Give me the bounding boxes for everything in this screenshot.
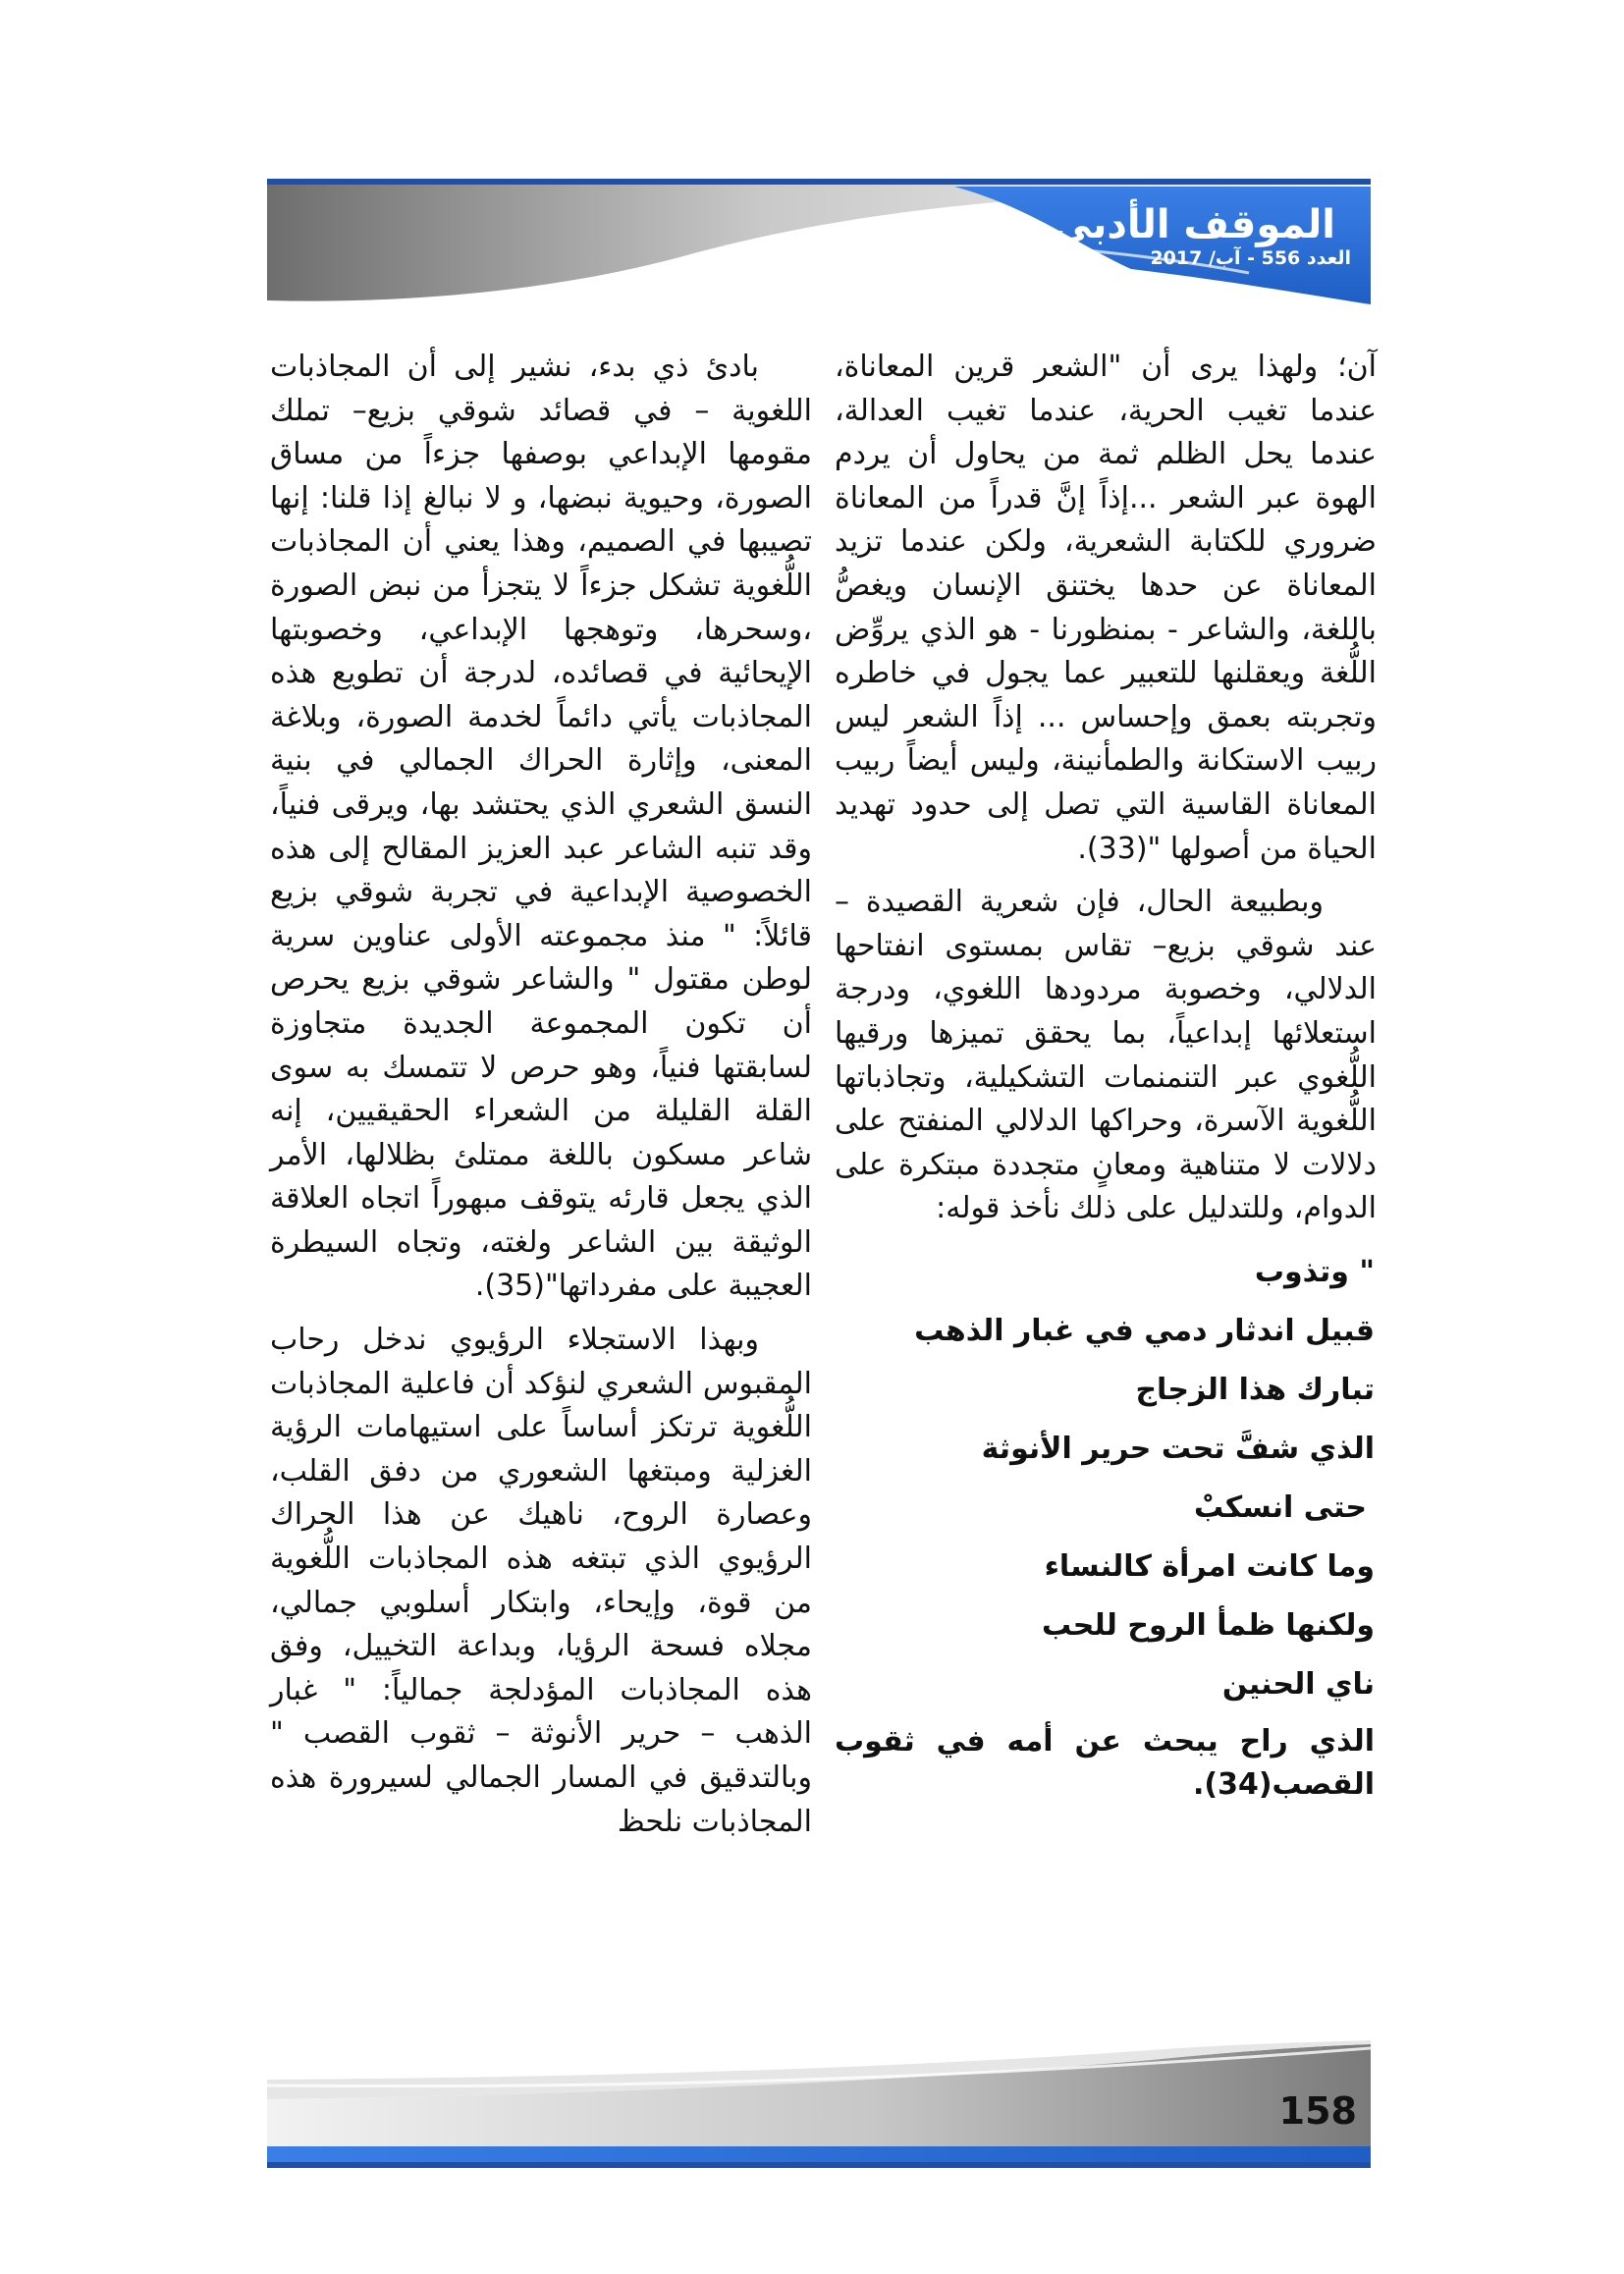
poem-line: " وتذوب	[1254, 1254, 1375, 1289]
page-header	[267, 179, 1371, 312]
page-footer	[267, 2040, 1371, 2176]
poem-line: الذي راح يبحث عن أمه في ثقوب القصب(34).	[835, 1723, 1375, 1802]
poem-line: وما كانت امرأة كالنساء	[1044, 1548, 1375, 1584]
paragraph: بادئ ذي بدء، نشير إلى أن المجاذبات اللغوية – في قصائد شوقي بزيع– تملك مقومها الإبداعي بوصفها جزءاً من مساق الصورة، وحيوية نبضها، و لا نبالغ إذا قلنا: إنها تصيبها في الصميم، وهذا يعني أن المجاذبات اللُّغوية تشكل جزءاً لا يتجزأ من نبض الصورة ،وسحرها، وتوهجها الإبداعي، وخصوبتها الإيحائية في قصائده، لدرجة أن تطويع هذه المجاذبات يأتي دائماً لخدمة الصورة، وبلاغة المعنى، وإثارة الحراك الجمالي في بنية النسق الشعري الذي يحتشد بها، ويرقى فنياً، وقد تنبه الشاعر عبد العزيز المقالح إلى هذه الخصوصية الإبداعية في تجربة شوقي بزيع قائلاً: " منذ مجموعته الأولى عناوين سرية لوطن مقتول " والشاعر شوقي بزيع يحرص أن تكون المجموعة الجديدة متجاوزة لسابقتها فنياً، وهو حرص لا تتمسك به سوى القلة القليلة من الشعراء الحقيقيين، إنه شاعر مسكون باللغة ممتلئ بظلالها، الأمر الذي يجعل قارئه يتوقف مبهوراً اتجاه العلاقة الوثيقة بين الشاعر ولغته، وتجاه السيطرة العجيبة على مفرداتها"(35).	[270, 350, 812, 1304]
left-column	[270, 346, 812, 1854]
poem-line: قبيل اندثار دمي في غبار الذهب	[914, 1313, 1375, 1348]
page-number: 158	[1278, 2089, 1357, 2133]
poem-line: تبارك هذا الزجاج	[1135, 1372, 1375, 1407]
magazine-logo: الموقف الأدبي	[1052, 202, 1335, 247]
poem-line: ولكنها ظمأ الروح للحب	[1041, 1607, 1375, 1643]
poem-quote	[835, 1243, 1377, 1807]
paragraph: آن؛ ولهذا يرى أن "الشعر قرين المعاناة، عندما تغيب الحرية، عندما تغيب العدالة، عندما يحل الظلم ثمة من يحاول أن يردم الهوة عبر الشعر ...إذاً إنَّ قدراً من المعاناة ضروري للكتابة الشعرية، ولكن عندما تزيد المعاناة عن حدها يختنق الإنسان ويغصُّ باللغة، والشاعر - بمنظورنا - هو الذي يروِّض اللُّغة ويعقلنها للتعبير عما يجول في خاطره وتجربته بعمق وإحساس ... إذاً الشعر ليس ربيب الاستكانة والطمأنينة، وليس أيضاً ربيب المعاناة القاسية التي تصل إلى حدود تهديد الحياة من أصولها "(33).	[835, 350, 1377, 866]
right-column	[835, 346, 1377, 1807]
poem-line: ناي الحنين	[1221, 1666, 1375, 1702]
poem-line: الذي شفَّ تحت حرير الأنوثة	[981, 1431, 1375, 1466]
footer-band-graphic	[267, 2040, 1371, 2176]
issue-info: العدد 556 - آب/ 2017	[1150, 247, 1351, 269]
poem-line: حتى انسكبْ	[1194, 1489, 1367, 1525]
paragraph: وبطبيعة الحال، فإن شعرية القصيدة – عند شوقي بزيع– تقاس بمستوى انفتاحها الدلالي، وخصوبة مردودها اللغوي، ودرجة استعلائها إبداعياً، بما يحقق تميزها ورقيها اللُّغوي عبر التنمنمات التشكيلية، وتجاذباتها اللُّغوية الآسرة، وحراكها الدلالي المنفتح على دلالات لا متناهية ومعانٍ متجددة مبتكرة على الدوام، وللتدليل على ذلك نأخذ قوله:	[835, 885, 1377, 1226]
paragraph: وبهذا الاستجلاء الرؤيوي ندخل رحاب المقبوس الشعري لنؤكد أن فاعلية المجاذبات اللُّغوية ترتكز أساساً على استيهامات الرؤية الغزلية ومبتغها الشعوري من دفق القلب، وعصارة الروح، ناهيك عن هذا الحراك الرؤيوي الذي تبتغه هذه المجاذبات اللُّغوية من قوة، وإيحاء، وابتكار أسلوبي جمالي، مجلاه فسحة الرؤيا، وبداعة التخييل، وفق هذه المجاذبات المؤدلجة جمالياً: " غبار الذهب – حرير الأنوثة – ثقوب القصب " وبالتدقيق في المسار الجمالي لسيرورة هذه المجاذبات نلحظ	[270, 1323, 812, 1839]
